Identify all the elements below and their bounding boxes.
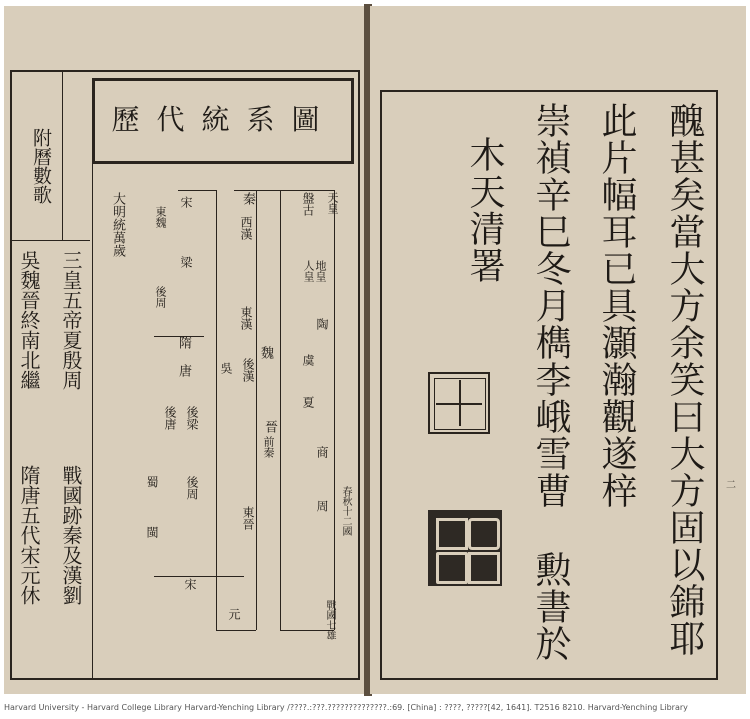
chart-column: 後唐 (163, 406, 177, 430)
chart-column: 秦 (240, 192, 255, 205)
chart-column: 東魏 (154, 206, 167, 228)
chart-column: 梁 (179, 256, 193, 268)
text-column-2: 此片幅耳已具灝瀚觀遂梓 (596, 102, 637, 509)
chart-left-border (92, 164, 93, 680)
page-title: 歷代統系圖 (111, 103, 337, 136)
verse-line-1: 三皇五帝夏殷周 (59, 250, 83, 390)
chart-column: 大明統萬歲 (110, 192, 125, 257)
side-title: 附曆數歌 (30, 128, 52, 204)
chart-column: 前秦 (262, 436, 275, 458)
chart-column: 人皇 (302, 260, 315, 282)
verse-line-4: 隋唐五代宋元休 (17, 465, 41, 605)
chart-column: 商 (315, 446, 329, 458)
chart-column: 虞 (301, 354, 315, 366)
chart-connector-song-yuan (154, 576, 244, 577)
chart-column: 周 (315, 500, 329, 512)
chart-column: 晉 (262, 420, 277, 433)
chart-column: 陶 (315, 318, 329, 330)
chart-column: 元 (227, 608, 241, 620)
page-number: 二 (726, 480, 736, 491)
left-page (4, 6, 366, 694)
chart-column: 春秋十二國 (340, 486, 351, 536)
chart-column: 西漢 (239, 216, 253, 240)
chart-connector-top-b (234, 190, 334, 191)
side-column-divider (62, 70, 63, 240)
chart-column: 隋 (176, 336, 191, 349)
chart-connector-bottom-a (216, 630, 256, 631)
chart-connector-top-a (178, 190, 216, 191)
text-column-1: 醜甚矣當大方余笑曰大方固以錦耶 (664, 102, 705, 657)
seal-small (428, 372, 490, 434)
right-page (370, 6, 746, 694)
chart-column: 宋 (179, 196, 193, 208)
chart-connector-v4 (334, 190, 335, 630)
verse-line-2: 戰國跡秦及漢劉 (59, 465, 83, 605)
chart-column: 後梁 (185, 406, 199, 430)
chart-column: 唐 (176, 364, 191, 377)
chart-column: 天皇 (326, 192, 339, 214)
chart-column: 東晉 (241, 506, 255, 530)
chart-column: 魏 (258, 346, 273, 359)
verse-separator (10, 240, 90, 241)
chart-column: 地皇 (314, 260, 327, 282)
chart-connector-v1 (216, 190, 217, 630)
chart-column: 東漢 (239, 306, 253, 330)
chart-column: 閩 (145, 526, 159, 538)
chart-connector-v3 (280, 190, 281, 630)
chart-column: 戰國七雄 (324, 600, 335, 640)
chart-column: 盤古 (301, 192, 315, 216)
chart-column: 後周 (154, 286, 167, 308)
verse-line-3: 吳魏晉終南北繼 (17, 250, 41, 390)
chart-connector-v2 (256, 190, 257, 630)
chart-column: 吳 (219, 362, 233, 374)
chart-column: 後周 (185, 476, 199, 500)
seal-large (428, 510, 502, 586)
chart-column: 宋 (183, 578, 197, 590)
text-column-4: 木天清署 (464, 136, 505, 284)
library-caption: Harvard University - Harvard College Library Harvard-Yenching Library /????.:???.??????????????.:69. [China] : ????, ?????[42, 1641]. T2516 8210. Harvard-Yenching Library (4, 703, 688, 712)
chart-column: 夏 (301, 396, 315, 408)
chart-column: 後漢 (241, 358, 255, 382)
text-column-3: 崇禎辛巳冬月檇李峨雪曹 勲書於 (530, 102, 571, 662)
chart-column: 蜀 (145, 476, 159, 488)
